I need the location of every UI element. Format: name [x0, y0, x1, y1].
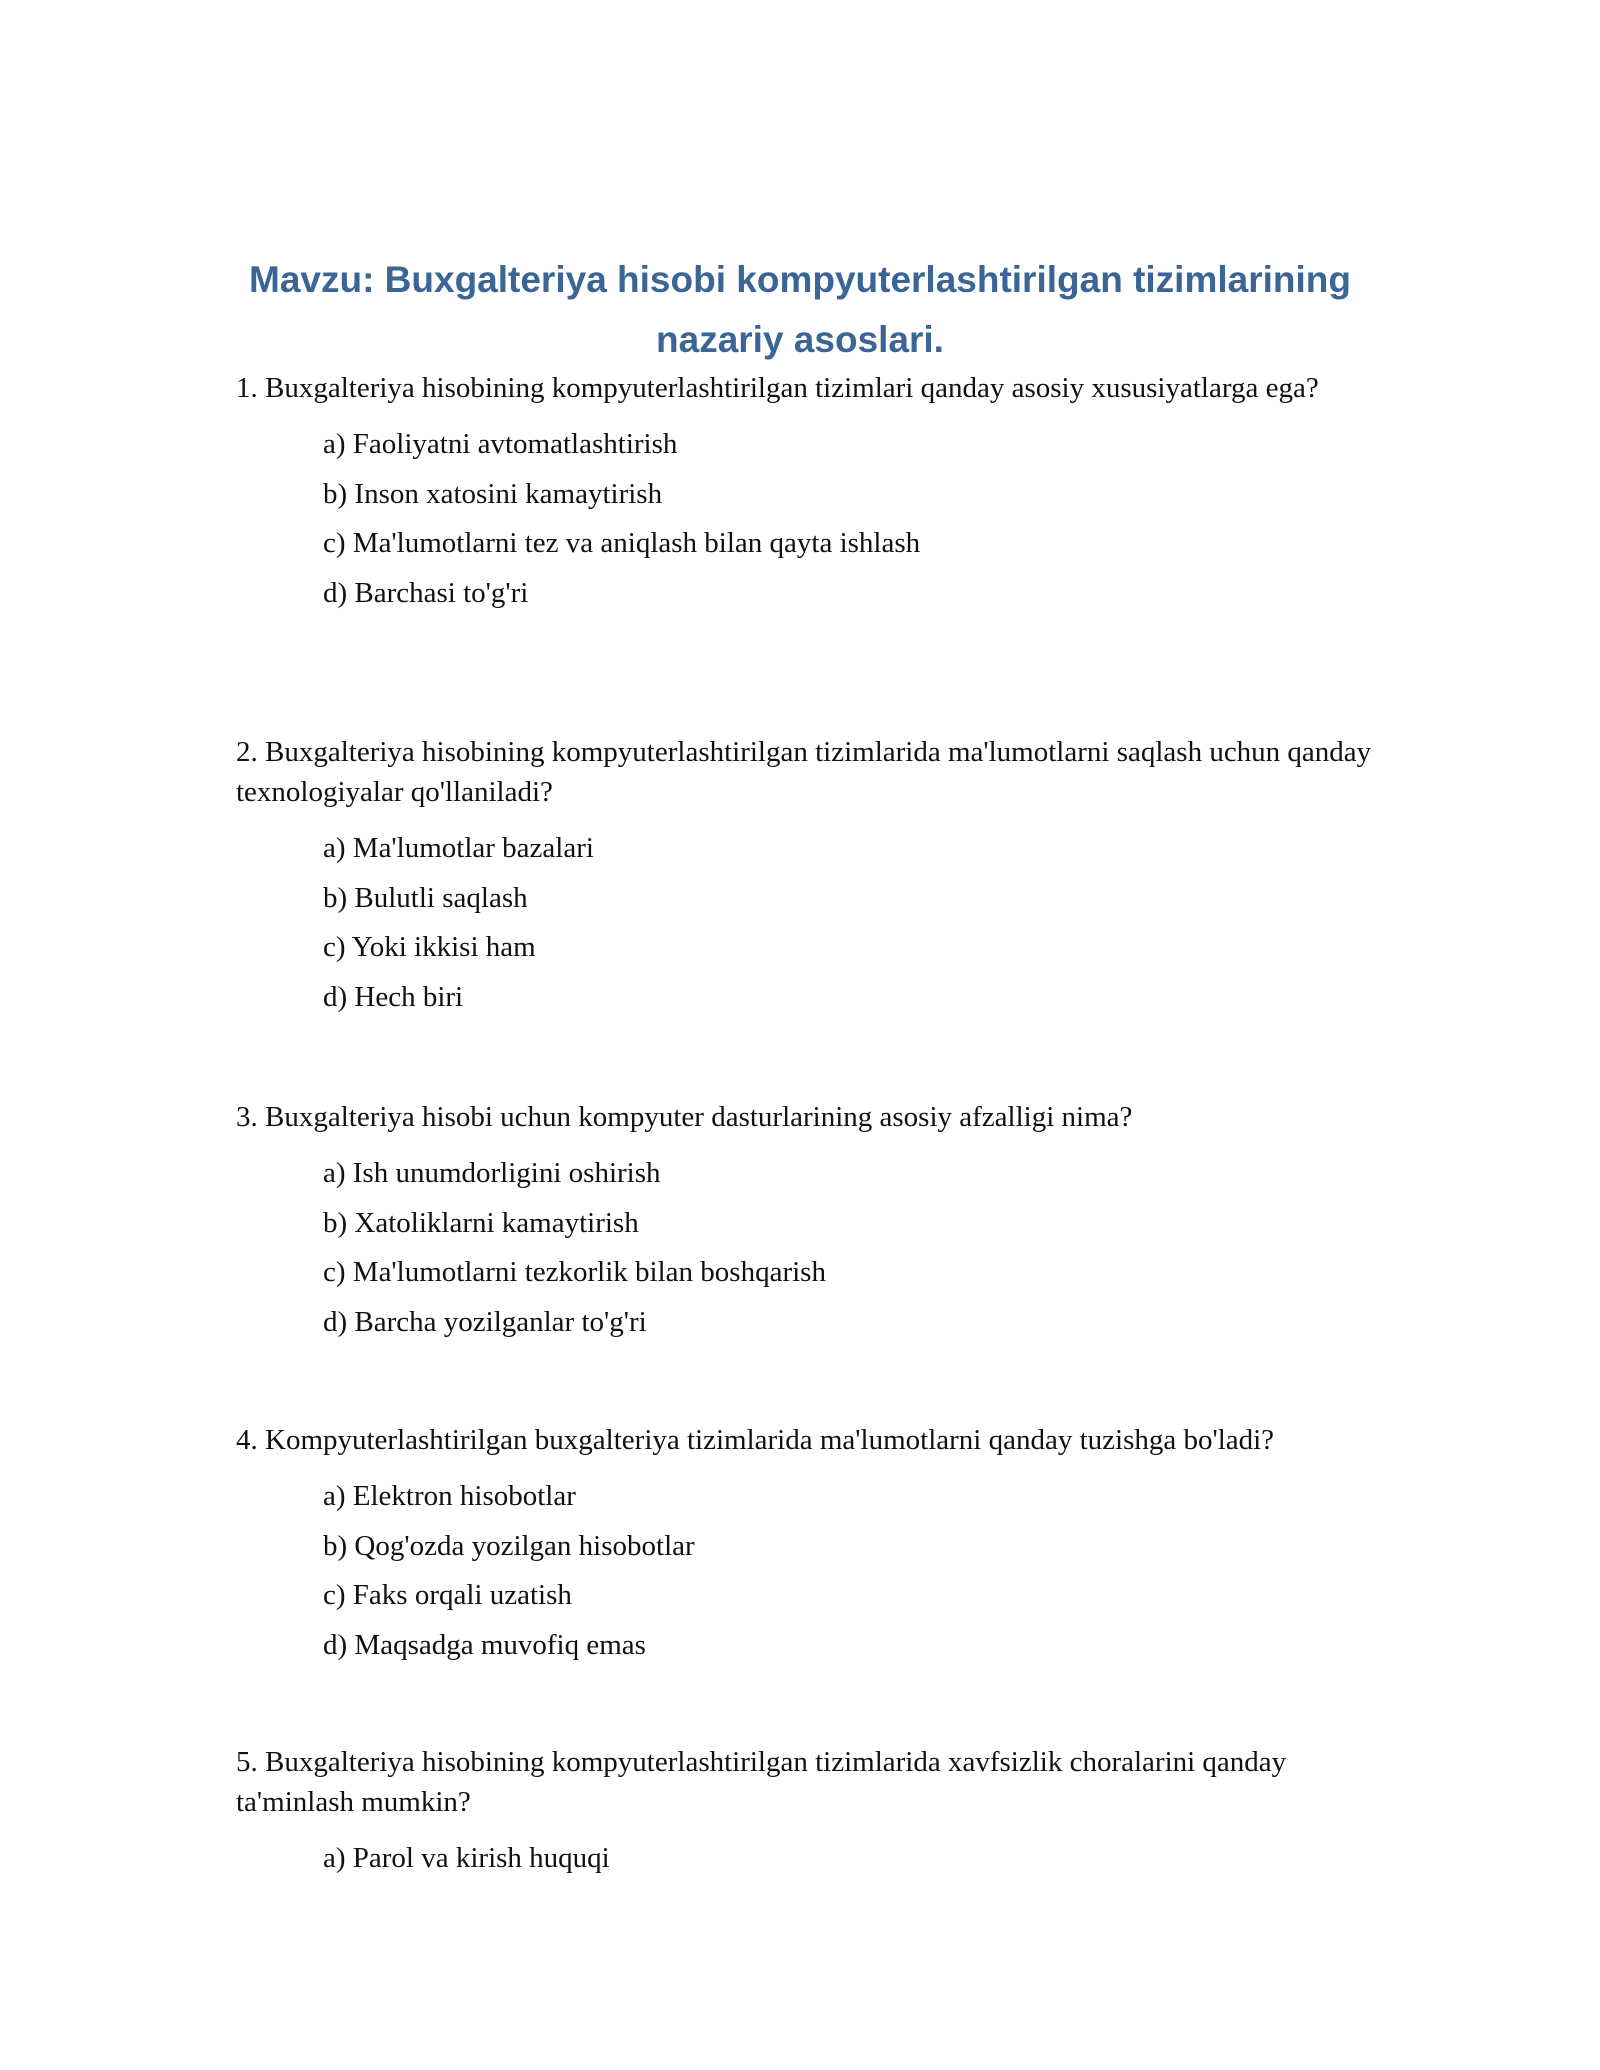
question-text: 3. Buxgalteriya hisobi uchun kompyuter dasturlarining asosiy afzalligi nima? — [236, 1101, 1133, 1133]
title-line-2: nazariy asoslari. — [656, 319, 944, 360]
option-a: a) Faoliyatni avtomatlashtirish — [323, 428, 678, 460]
option-list — [236, 420, 1376, 618]
option-d: d) Maqsadga muvofiq emas — [323, 1628, 646, 1661]
option-list — [236, 1472, 1376, 1670]
option-d: d) Barcha yozilganlar to'g'ri — [323, 1305, 647, 1338]
question-block-4 — [236, 1420, 1376, 1670]
option-a: a) Parol va kirish huquqi — [323, 1842, 610, 1874]
option-list — [236, 1149, 1376, 1347]
question-block-3 — [236, 1097, 1376, 1347]
option-list — [236, 824, 1376, 1022]
question-block-5 — [236, 1742, 1376, 1884]
option-a: a) Ish unumdorligini oshirish — [323, 1157, 661, 1189]
option-b: b) Xatoliklarni kamaytirish — [323, 1206, 639, 1239]
option-c: c) Faks orqali uzatish — [323, 1579, 572, 1611]
question-text: 1. Buxgalteriya hisobining kompyuterlashtirilgan tizimlari qanday asosiy xususiyatlarga ega? — [236, 372, 1319, 404]
option-c: c) Yoki ikkisi ham — [323, 931, 536, 963]
page-title — [200, 250, 1400, 370]
question-text: 5. Buxgalteriya hisobining kompyuterlashtirilgan tizimlarida xavfsizlik choralarini qanday ta'minlash mumkin? — [236, 1746, 1287, 1818]
question-block-2 — [236, 732, 1376, 1022]
option-d: d) Hech biri — [323, 980, 464, 1013]
option-a: a) Elektron hisobotlar — [323, 1480, 576, 1512]
option-list — [236, 1834, 1376, 1884]
question-block-1 — [236, 368, 1376, 618]
option-c: c) Ma'lumotlarni tezkorlik bilan boshqarish — [323, 1256, 826, 1288]
question-text: 4. Kompyuterlashtirilgan buxgalteriya tizimlarida ma'lumotlarni qanday tuzishga bo'ladi? — [236, 1424, 1275, 1456]
option-b: b) Inson xatosini kamaytirish — [323, 477, 663, 510]
title-line-1: Mavzu: Buxgalteriya hisobi kompyuterlashtirilgan tizimlarining — [249, 259, 1351, 300]
option-a: a) Ma'lumotlar bazalari — [323, 832, 594, 864]
option-b: b) Bulutli saqlash — [323, 881, 528, 914]
option-d: d) Barchasi to'g'ri — [323, 576, 529, 609]
question-text: 2. Buxgalteriya hisobining kompyuterlashtirilgan tizimlarida ma'lumotlarni saqlash uchun qanday texnologiyalar qo'llaniladi? — [236, 736, 1372, 808]
option-b: b) Qog'ozda yozilgan hisobotlar — [323, 1529, 695, 1562]
option-c: c) Ma'lumotlarni tez va aniqlash bilan qayta ishlash — [323, 527, 921, 559]
